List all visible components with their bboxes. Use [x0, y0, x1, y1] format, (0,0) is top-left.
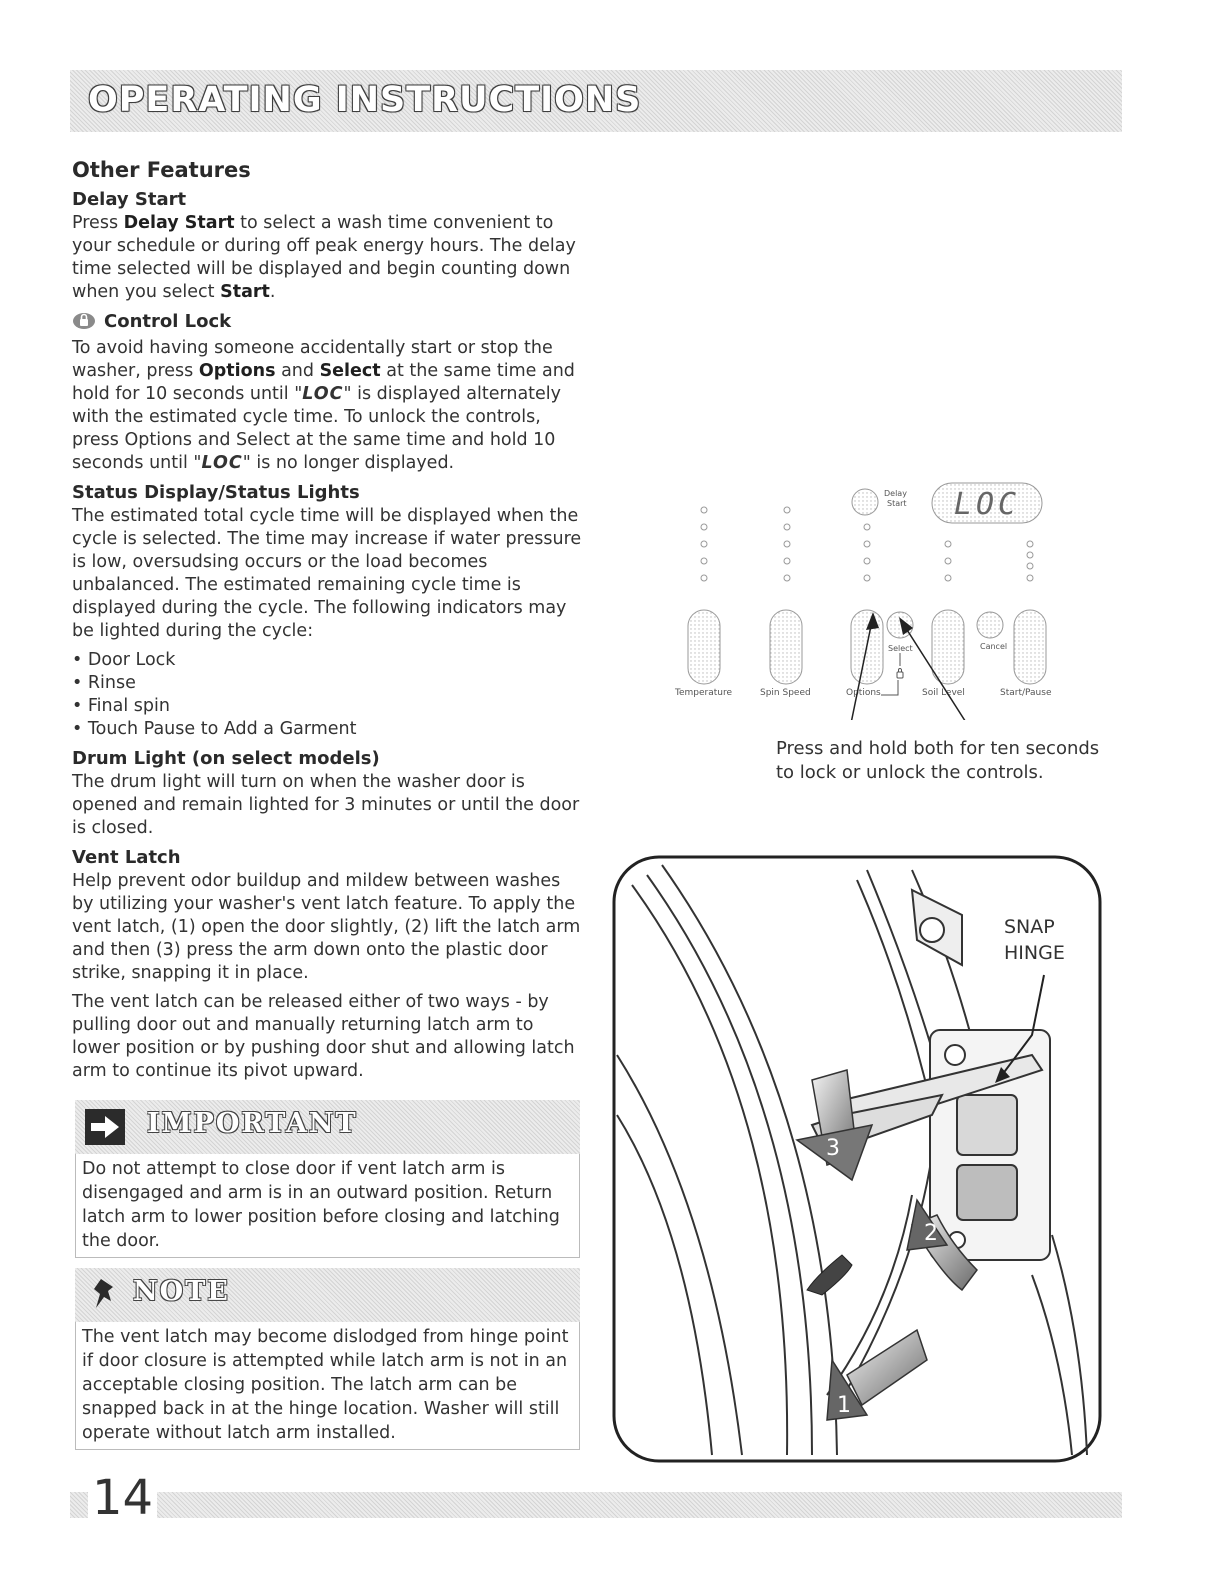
page-number: 14	[88, 1470, 157, 1526]
important-title-bar	[75, 1100, 580, 1154]
important-text: Do not attempt to close door if vent latch arm is disengaged and arm is in an outward position. Return latch arm to lower position before closing and latching the door.	[82, 1159, 560, 1251]
control-panel-diagram	[670, 480, 1070, 720]
important-box	[75, 1100, 580, 1258]
control-lock-heading: Control Lock	[72, 310, 584, 337]
control-lock-caption: Press and hold both for ten seconds to lock or unlock the controls.	[776, 738, 1100, 783]
knob-label-spin-speed: Spin Speed	[760, 688, 811, 698]
vent-latch-text-1: Help prevent odor buildup and mildew between washes by utilizing your washer's vent latch feature. To apply the vent latch, (1) open the door slightly, (2) lift the latch arm and then (3) press the arm down onto the plastic door strike, snapping it in place.	[72, 871, 581, 983]
note-text: The vent latch may become dislodged from hinge point if door closure is attempted while latch arm is not in an acceptable closing position. The latch arm can be snapped back in at the hinge location. Washer will still operate without latch arm installed.	[82, 1327, 569, 1443]
note-title: NOTE	[133, 1276, 230, 1307]
list-item: • Door Lock	[72, 649, 584, 672]
select-label: Select	[888, 644, 913, 653]
lock-icon	[72, 312, 96, 337]
knob-label-temperature: Temperature	[675, 688, 733, 698]
important-body	[75, 1154, 580, 1258]
list-item: • Touch Pause to Add a Garment	[72, 718, 584, 741]
status-display-text: The estimated total cycle time will be displayed when the cycle is selected. The time may increase if water pressure is low, oversudsing occurs or the load becomes unbalanced. The estimated remaining cycle time is displayed during the cycle. The following indicators may be lighted during the cycle:	[72, 506, 582, 641]
delay-start-label: Delay	[884, 489, 907, 498]
step-3-label: 3	[826, 1136, 840, 1161]
knob-label-start-pause: Start/Pause	[1000, 688, 1052, 698]
status-display-heading: Status Display/Status Lights	[72, 482, 360, 503]
indicator-list	[72, 649, 584, 741]
arrow-icon	[85, 1109, 125, 1145]
list-item: • Rinse	[72, 672, 584, 695]
list-item: • Final spin	[72, 695, 584, 718]
delay-start-label-2: Start	[887, 499, 907, 508]
note-title-bar	[75, 1268, 580, 1322]
delay-start-heading: Delay Start	[72, 189, 187, 210]
vent-latch-graphic	[612, 855, 1102, 1463]
pin-icon	[91, 1277, 121, 1313]
footer-bar	[70, 1492, 1122, 1518]
vent-latch-heading: Vent Latch	[72, 847, 181, 868]
drum-light-heading: Drum Light (on select models)	[72, 748, 380, 769]
step-2-label: 2	[924, 1221, 938, 1246]
vent-latch-text-2: The vent latch can be released either of two ways - by pulling door out and manually returning latch arm to lower position or by pushing door shut and allowing latch arm to continue its pivot upward.	[72, 992, 575, 1081]
vent-latch-illustration	[612, 855, 1102, 1463]
header-banner	[70, 70, 1122, 132]
snap-hinge-label-1: SNAP	[1004, 916, 1055, 938]
cancel-label: Cancel	[980, 642, 1008, 651]
page-title: OPERATING INSTRUCTIONS	[88, 80, 642, 120]
control-lock-text: To avoid having someone accidentally start or stop the washer, press Options and Select at the same time and hold for 10 seconds until "LOC" is displayed alternately with the estimated cycle time. To unlock the controls, press Options and Select at the same time and hold 10 seconds until "LOC" is no longer displayed.	[72, 338, 575, 473]
control-panel-graphic	[670, 480, 1070, 720]
step-1-label: 1	[837, 1393, 851, 1418]
snap-hinge-label-2: HINGE	[1004, 942, 1065, 964]
note-body	[75, 1322, 580, 1450]
delay-start-text: Press Delay Start to select a wash time convenient to your schedule or during off peak energy hours. The delay time selected will be displayed and begin counting down when you select Start.	[72, 213, 576, 302]
important-title: IMPORTANT	[147, 1108, 358, 1139]
knob-label-soil-level: Soil Level	[922, 688, 965, 698]
note-box	[75, 1268, 580, 1450]
section-title: Other Features	[72, 158, 251, 182]
lcd-display: LOC	[953, 487, 1021, 522]
drum-light-text: The drum light will turn on when the washer door is opened and remain lighted for 3 minutes or until the door is closed.	[72, 772, 580, 838]
main-text-column	[72, 158, 584, 1089]
knob-label-options: Options	[846, 688, 881, 698]
